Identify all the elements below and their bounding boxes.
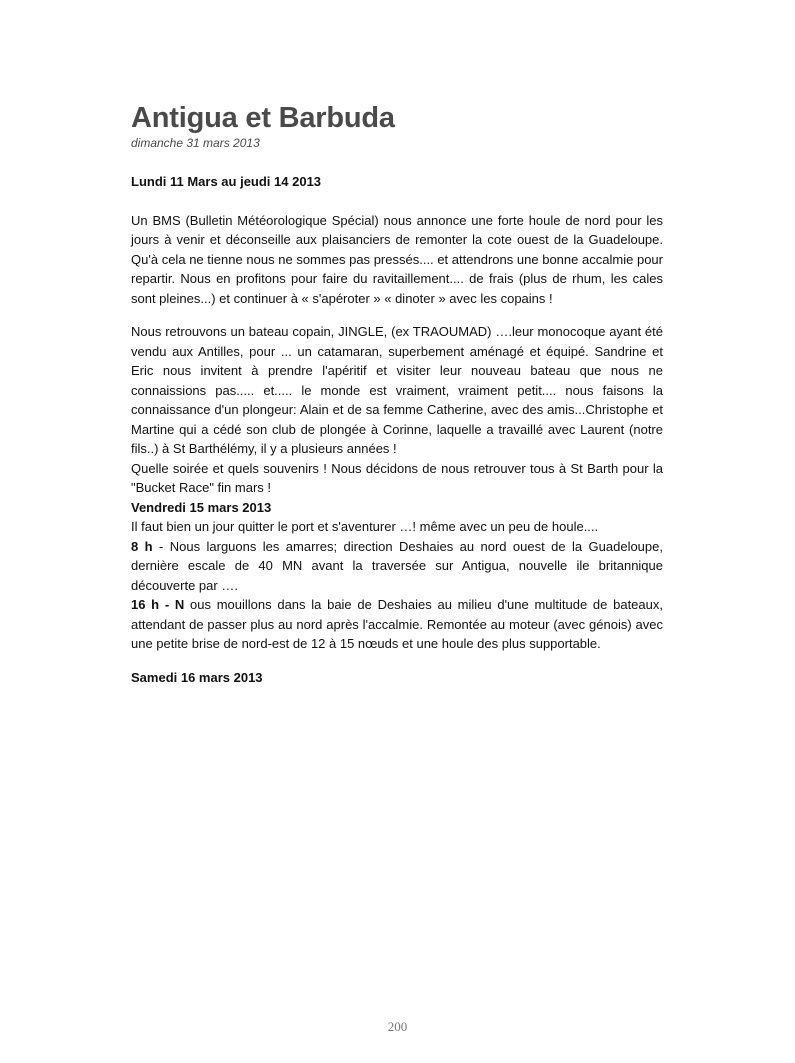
page-number: 200 xyxy=(387,1019,408,1034)
paragraph-jingle: Nous retrouvons un bateau copain, JINGLE, (ex TRAOUMAD) ….leur monocoque ayant été vendu aux Antilles, pour ... un catamaran, superbement aménagé et équipé. Sandrine et Eric nous invitent à prendre l'apéritif et visiter leur nouveau bateau que nous ne connaissions pas..... et..... le monde est vraiment, vraiment petit.... nous faisons la connaissance d'un plongeur: Alain et de sa femme Catherine, avec des amis...Christophe et Martine qui a cédé son club de plongée à Corinne, laquelle a travaillé avec Laurent (notre fils..) à St Barthélémy, il y a plusieurs années ! xyxy=(131,324,663,456)
section-heading-vendredi: Vendredi 15 mars 2013 xyxy=(131,499,272,515)
paragraph-8h xyxy=(131,537,663,596)
time-lead-8h: 8 h xyxy=(131,538,153,554)
paragraph-16h-text: ous mouillons dans la baie de Deshaies au milieu d'une multitude de bateaux, attendant de passer plus au nord après l'accalmie. Remontée au moteur (avec génois) avec une petite brise de nord-est de 12 à 15 nœuds et une houle des plus supportable. xyxy=(131,597,663,651)
time-lead-16h: 16 h - N xyxy=(131,597,185,612)
paragraph-bms: Un BMS (Bulletin Météorologique Spécial) nous annonce une forte houle de nord pour les jours à venir et déconseille aux plaisanciers de remonter la cote ouest de la Guadeloupe. Qu'à cela ne tienne nous ne sommes pas pressés.... et attendrons une bonne accalmie pour repartir. Nous en profitons pour faire du ravitaillement.... de frais (plus de rhum, les cales sont pleines...) et continuer à « s'apéroter » « dinoter » avec les copains ! xyxy=(131,212,663,306)
paragraph-quitter-port: Il faut bien un jour quitter le port et s'aventurer …! même avec un peu de houle.... xyxy=(131,519,599,534)
paragraph-16h xyxy=(131,595,663,654)
paragraph-8h-text: - Nous larguons les amarres; direction Deshaies au nord ouest de la Guadeloupe, dernière escale de 40 MN avant la traversée sur Antigua, nouvelle ile britannique découverte par …. xyxy=(131,538,663,593)
section-heading-samedi: Samedi 16 mars 2013 xyxy=(131,669,263,685)
section-heading-lundi: Lundi 11 Mars au jeudi 14 2013 xyxy=(131,174,322,189)
paragraph-soiree: Quelle soirée et quels souvenirs ! Nous décidons de nous retrouver tous à St Barth pour la "Bucket Race" fin mars ! xyxy=(131,460,663,495)
article-date: dimanche 31 mars 2013 xyxy=(131,136,260,150)
article-title: Antigua et Barbuda xyxy=(131,102,395,134)
article-body xyxy=(131,100,663,687)
